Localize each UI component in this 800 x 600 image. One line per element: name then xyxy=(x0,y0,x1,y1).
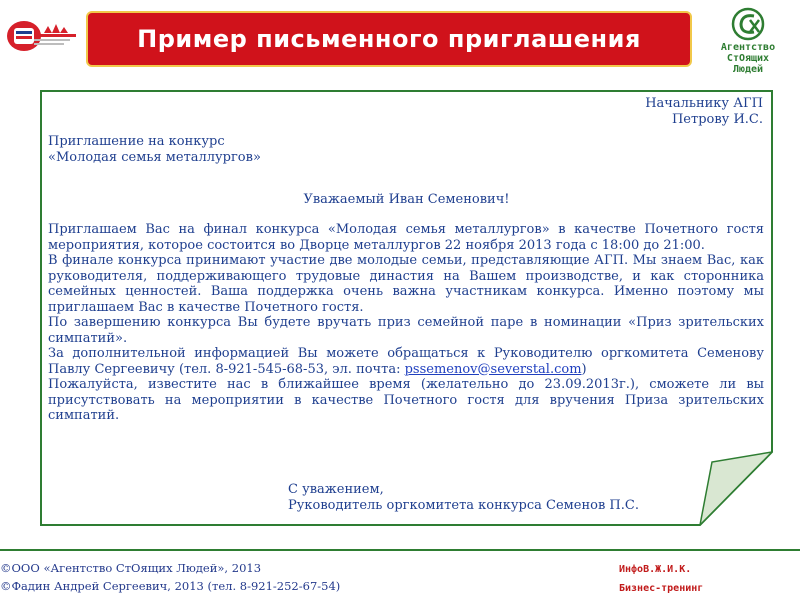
info-vzhik-logo xyxy=(4,18,78,54)
footer-copyright xyxy=(0,559,340,595)
page-title: Пример письменного приглашения xyxy=(137,25,641,53)
letter-sheet xyxy=(40,90,773,526)
invitation-line-2: «Молодая семья металлургов» xyxy=(48,149,261,165)
letter-body xyxy=(40,90,773,526)
title-banner xyxy=(86,11,692,67)
agency-name-line-3: Людей xyxy=(732,64,764,75)
contact-text: За дополнительной информацией Вы можете обращаться к Руководителю оргкомитета Семенову Павлу Сергеевичу (тел. 8-921-545-68-53, эл. почта: xyxy=(48,346,764,377)
paragraph-finalists: В финале конкурса принимают участие две молодые семьи, представляющие АГП. Мы знаем Вас, как руководителя, поддерживающего трудовые династия на Вашем производстве, и как сторонника семейных ценностей. Ваша поддержка очень важна участникам конкурса. Именно поэтому мы приглашаем Вас в качестве Почетного гостя. xyxy=(48,253,764,315)
info-vzhik-logo-icon xyxy=(4,18,78,54)
paragraph-rsvp: Пожалуйста, известите нас в ближайшее время (желательно до 23.09.2013г.), сможете ли вы присутствовать на мероприятии в качестве Почетного гостя для вручения Приза зрительских симпатий. xyxy=(48,377,764,423)
paragraph-contact xyxy=(48,346,764,377)
agency-name-line-2: СтОящих xyxy=(726,53,770,64)
invitation-subject xyxy=(48,134,261,165)
paragraph-award: По завершению конкурса Вы будете вручать приз семейной паре в номинации «Приз зрительских симпатий». xyxy=(48,315,764,346)
greeting: Уважаемый Иван Семенович! xyxy=(303,192,510,207)
copyright-line-1: ©ООО «Агентство СтОящих Людей», 2013 xyxy=(0,561,262,575)
letter-paragraphs xyxy=(48,222,764,424)
addressee xyxy=(645,96,763,127)
signature xyxy=(288,482,639,513)
agency-name-line-1: Агентство xyxy=(720,42,776,53)
copyright-line-2: ©Фадин Андрей Сергеевич, 2013 (тел. 8-921-252-67-54) xyxy=(0,579,341,593)
contact-email-link[interactable]: pssemenov@severstal.com xyxy=(404,361,582,377)
signature-line-2: Руководитель оргкомитета конкурса Семенов П.С. xyxy=(288,497,639,513)
contact-text-end: ) xyxy=(581,361,587,377)
signature-line-1: С уважением, xyxy=(288,482,384,497)
addressee-line-2: Петрову И.С. xyxy=(671,111,763,127)
paragraph-invitation: Приглашаем Вас на финал конкурса «Молодая семья металлургов» в качестве Почетного гостя мероприятия, которое состоится во Дворце металлургов 22 ноября 2013 года с 18:00 до 21:00. xyxy=(48,222,764,253)
agency-emblem-icon xyxy=(728,6,768,42)
brand-line-1: ИнфоВ.Ж.И.К. xyxy=(619,564,692,575)
footer-divider xyxy=(0,549,800,551)
brand-line-2: Бизнес-тренинг xyxy=(619,583,704,594)
agency-logo xyxy=(700,6,796,86)
addressee-line-1: Начальнику АГП xyxy=(645,96,763,111)
invitation-line-1: Приглашение на конкурс xyxy=(48,134,225,149)
footer-brand xyxy=(619,560,703,598)
